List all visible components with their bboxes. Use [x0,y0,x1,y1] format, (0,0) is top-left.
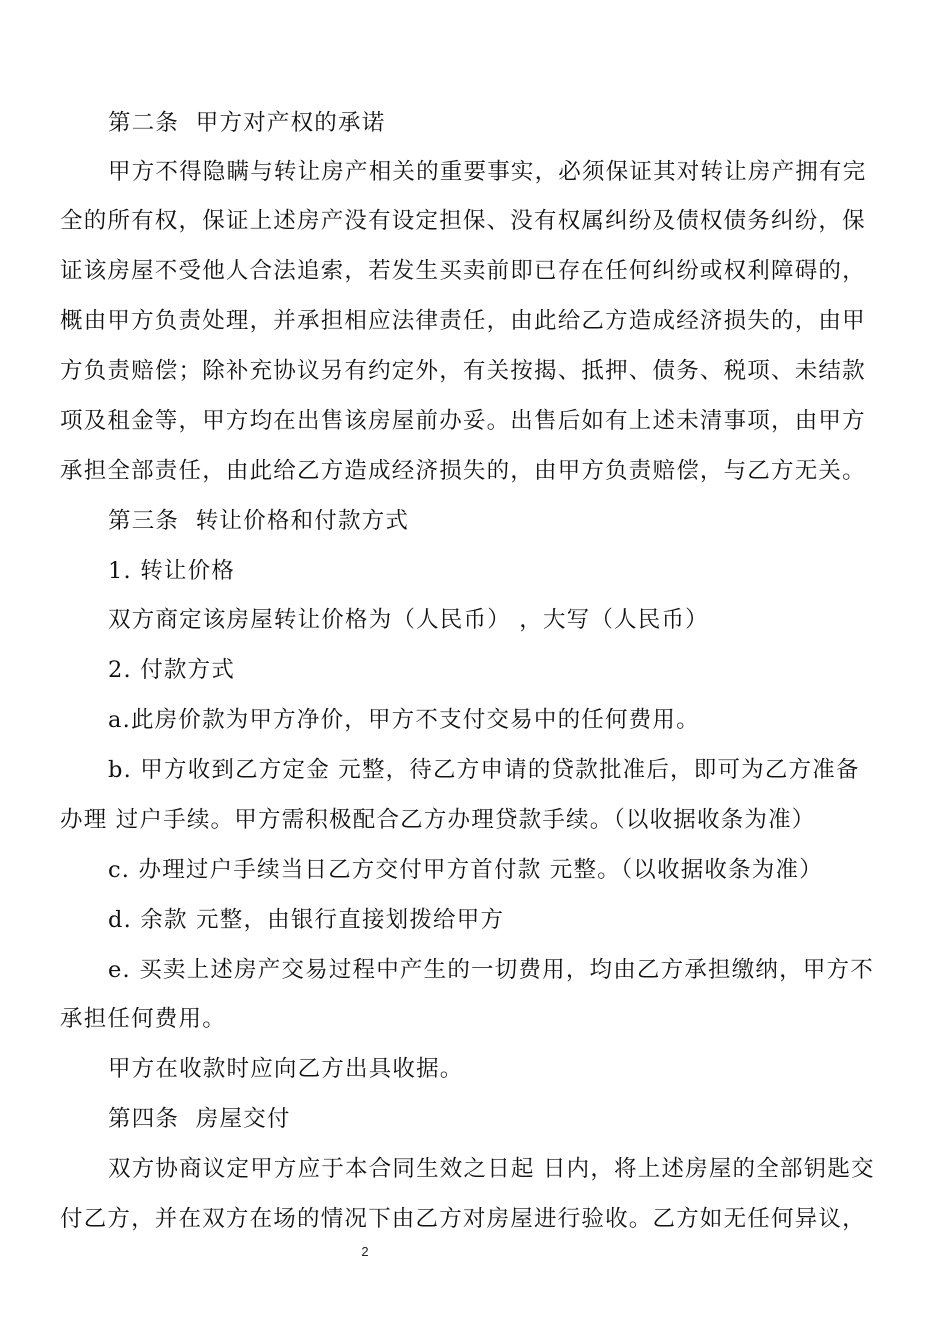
paragraph-line: 付乙方，并在双方在场的情况下由乙方对房屋进行验收。乙方如无任何异议， [60,1206,866,1232]
paragraph-line: 甲方不得隐瞒与转让房产相关的重要事实，必须保证其对转让房产拥有完 [108,159,867,185]
paragraph-line: 概由甲方负责处理，并承担相应法律责任，由此给乙方造成经济损失的，由甲 [60,308,866,334]
payment-item-a: a.此房价款为甲方净价，甲方不支付交易中的任何费用。 [108,707,700,733]
paragraph-line: 双方商定该房屋转让价格为（人民币） ，大写（人民币） [108,607,709,633]
paragraph-line: 承担任何费用。 [60,1006,226,1032]
subsection-payment-heading: 2. 付款方式 [108,657,236,683]
paragraph-line: 双方协商议定甲方应于本合同生效之日起 日内，将上述房屋的全部钥匙交 [108,1156,875,1182]
article-4-heading: 第四条 房屋交付 [108,1106,291,1132]
payment-item-d: d. 余款 元整，由银行直接划拨给甲方 [108,907,505,933]
paragraph-line: 证该房屋不受他人合法追索，若发生买卖前即已存在任何纠纷或权利障碍的， [60,258,866,284]
paragraph-line: 承担全部责任，由此给乙方造成经济损失的，由甲方负责赔偿，与乙方无关。 [60,458,866,484]
payment-item-c: c. 办理过户手续当日乙方交付甲方首付款 元整。（以收据收条为准） [108,857,823,883]
page-number: 2 [361,1244,369,1259]
paragraph-line: 项及租金等，甲方均在出售该房屋前办妥。出售后如有上述未清事项，由甲方 [60,408,866,434]
article-2-heading: 第二条 甲方对产权的承诺 [108,110,386,136]
paragraph-line: 甲方在收款时应向乙方出具收据。 [108,1056,464,1082]
paragraph-line: 方负责赔偿；除补充协议另有约定外，有关按揭、抵押、债务、税项、未结款 [60,358,866,384]
article-3-heading: 第三条 转让价格和付款方式 [108,508,410,534]
paragraph-line: 办理 过户手续。甲方需积极配合乙方办理贷款手续。（以收据收条为准） [60,807,816,833]
payment-item-b: b. 甲方收到乙方定金 元整，待乙方申请的贷款批准后，即可为乙方准备 [108,757,860,783]
payment-item-e: e. 买卖上述房产交易过程中产生的一切费用，均由乙方承担缴纳，甲方不 [108,957,874,983]
subsection-price-heading: 1. 转让价格 [108,558,236,584]
paragraph-line: 全的所有权，保证上述房产没有设定担保、没有权属纠纷及债权债务纠纷，保 [60,208,866,234]
